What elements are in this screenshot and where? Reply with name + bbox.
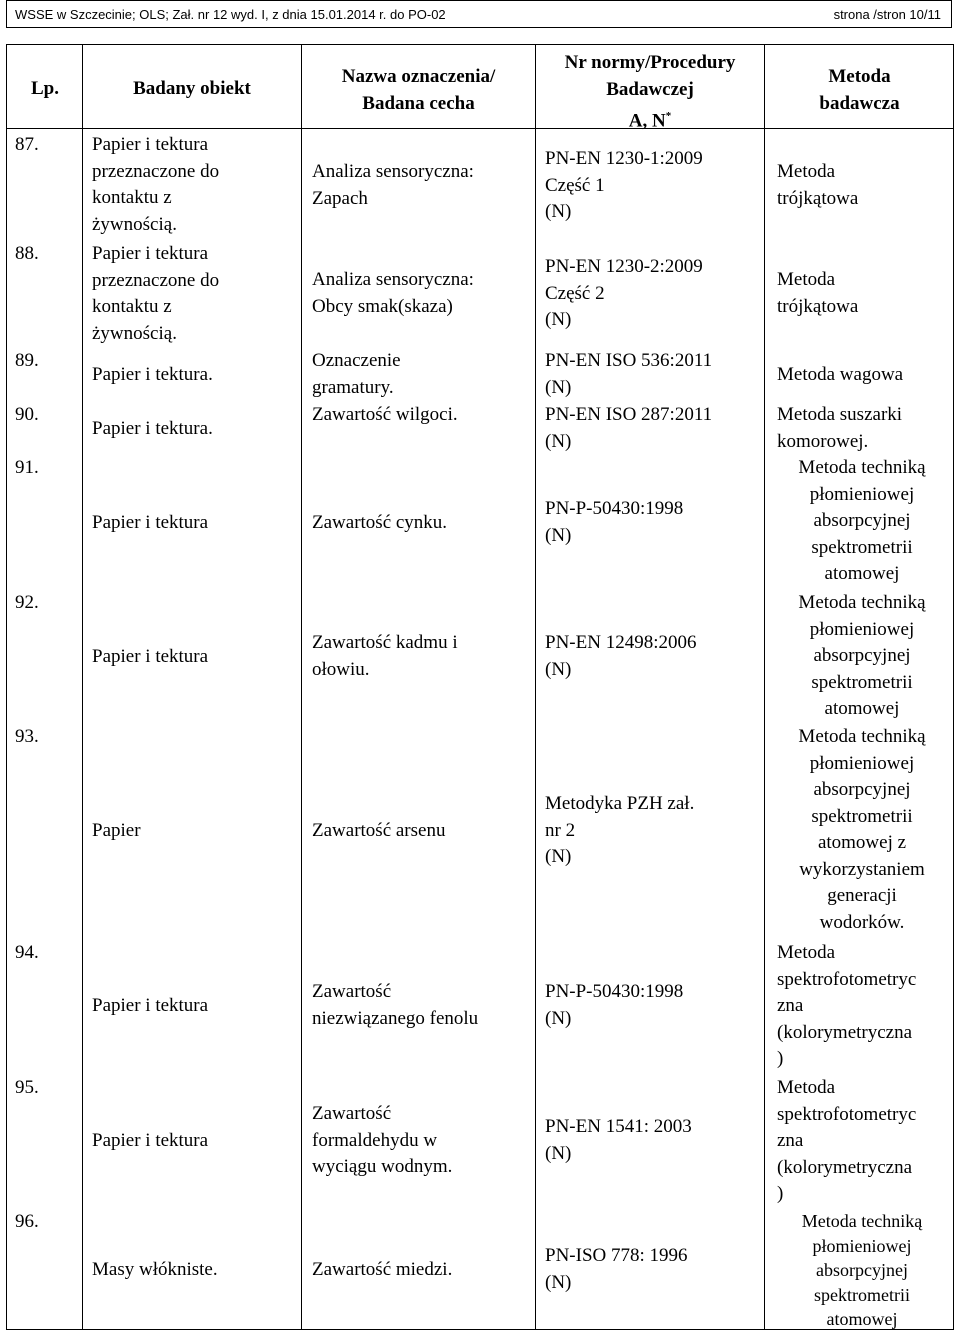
row-90-feature: Zawartość wilgoci. (312, 404, 458, 425)
row-88-feature: Analiza sensoryczna: Obcy smak(skaza) (312, 269, 474, 317)
row-89-feature: Oznaczenie gramatury. (312, 350, 401, 398)
row-92-lp: 92. (15, 592, 39, 613)
row-94-method: Metoda spektrofotometryc zna (kolorymetryczna ) (777, 942, 917, 1069)
column-divider (301, 44, 302, 1330)
row-89-method: Metoda wagowa (777, 364, 904, 385)
row-90-method: Metoda suszarki komorowej. (777, 404, 903, 452)
column-header-object: Badany obiekt (133, 78, 251, 99)
row-93-object: Papier (92, 820, 141, 841)
row-94-lp: 94. (15, 942, 39, 963)
row-95-method: Metoda spektrofotometryc zna (kolorymetryczna ) (777, 1077, 917, 1204)
row-94-norm: PN-P-50430:1998 (N) (545, 981, 684, 1029)
row-93-feature: Zawartość arsenu (312, 820, 446, 841)
column-header-feature: Nazwa oznaczenia/ Badana cecha (341, 66, 496, 114)
row-91-method: Metoda techniką płomieniowej absorpcyjnej spektrometrii atomowej (798, 457, 926, 584)
row-88-object: Papier i tektura przeznaczone do kontaktu z żywnością. (92, 243, 220, 344)
row-96-lp: 96. (15, 1211, 39, 1232)
column-header-norm (536, 50, 764, 135)
row-93-method: Metoda techniką płomieniowej absorpcyjnej spektrometrii atomowej z wykorzystaniem generacji wodorków. (798, 726, 926, 933)
row-90-object: Papier i tektura. (92, 418, 213, 439)
column-header-norm-label: Nr normy/Procedury Badawczej A, N (564, 52, 736, 132)
column-header-method: Metoda badawcza (819, 66, 900, 114)
page-number: strona /stron 10/11 (833, 6, 941, 22)
row-90-lp: 90. (15, 404, 39, 425)
row-91-object: Papier i tektura (92, 512, 209, 533)
row-91-feature: Zawartość cynku. (312, 512, 448, 533)
row-91-norm: PN-P-50430:1998 (N) (545, 498, 684, 546)
row-90-norm: PN-EN ISO 287:2011 (N) (545, 404, 713, 452)
row-93-lp: 93. (15, 726, 39, 747)
row-88-norm: PN-EN 1230-2:2009 Część 2 (N) (545, 256, 703, 330)
header-row-divider (6, 128, 954, 129)
document-reference: WSSE w Szczecinie; OLS; Zał. nr 12 wyd. I, z dnia 15.01.2014 r. do PO-02 (15, 6, 446, 22)
row-94-feature: Zawartość niezwiązanego fenolu (312, 981, 479, 1029)
row-87-object: Papier i tektura przeznaczone do kontaktu z żywnością. (92, 134, 220, 235)
column-divider (535, 44, 536, 1330)
row-92-norm: PN-EN 12498:2006 (N) (545, 632, 697, 680)
row-95-feature: Zawartość formaldehydu w wyciągu wodnym. (312, 1103, 453, 1177)
column-header-norm-footnote-mark: * (665, 110, 672, 122)
row-95-lp: 95. (15, 1077, 39, 1098)
row-96-feature: Zawartość miedzi. (312, 1259, 453, 1280)
row-96-norm: PN-ISO 778: 1996 (N) (545, 1245, 688, 1293)
page-header (6, 0, 952, 28)
row-92-object: Papier i tektura (92, 646, 209, 667)
row-96-method: Metoda techniką płomieniowej absorpcyjnej spektrometrii atomowej (801, 1211, 923, 1329)
row-92-method: Metoda techniką płomieniowej absorpcyjnej spektrometrii atomowej (798, 592, 926, 719)
row-89-object: Papier i tektura. (92, 364, 213, 385)
row-95-norm: PN-EN 1541: 2003 (N) (545, 1116, 692, 1164)
column-divider (764, 44, 765, 1330)
column-divider (82, 44, 83, 1330)
row-87-feature: Analiza sensoryczna: Zapach (312, 161, 474, 209)
row-87-norm: PN-EN 1230-1:2009 Część 1 (N) (545, 148, 703, 222)
row-96-object: Masy włókniste. (92, 1259, 218, 1280)
row-89-lp: 89. (15, 350, 39, 371)
row-92-feature: Zawartość kadmu i ołowiu. (312, 632, 458, 680)
column-header-lp: Lp. (31, 78, 59, 99)
row-93-norm: Metodyka PZH zał. nr 2 (N) (545, 793, 695, 867)
row-95-object: Papier i tektura (92, 1130, 209, 1151)
row-88-lp: 88. (15, 243, 39, 264)
row-91-lp: 91. (15, 457, 39, 478)
row-87-lp: 87. (15, 134, 39, 155)
row-94-object: Papier i tektura (92, 995, 209, 1016)
row-88-method: Metoda trójkątowa (777, 269, 859, 317)
row-89-norm: PN-EN ISO 536:2011 (N) (545, 350, 713, 398)
row-87-method: Metoda trójkątowa (777, 161, 859, 209)
